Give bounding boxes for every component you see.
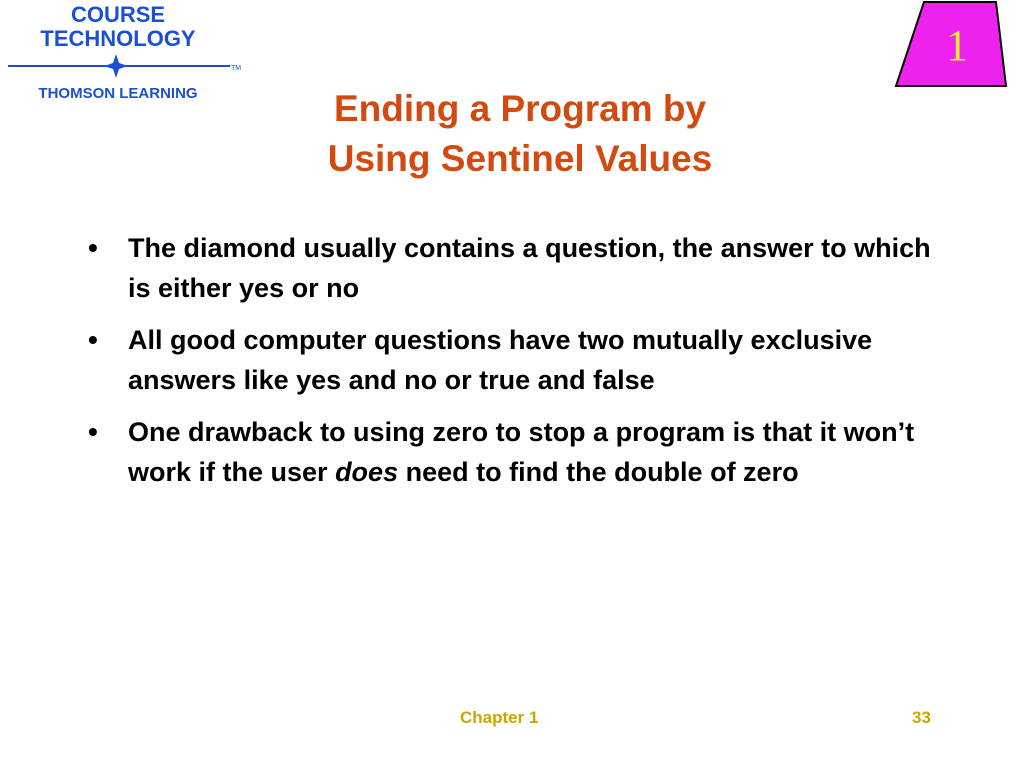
bullet-item	[86, 228, 946, 308]
title-line-1: Ending a Program by	[333, 88, 707, 129]
publisher-logo	[0, 0, 260, 110]
footer-chapter-label: Chapter 1	[460, 708, 539, 727]
bullet-text-after: need to find the double of zero	[398, 457, 799, 487]
logo-line-technology: TECHNOLOGY	[40, 26, 196, 51]
logo-graphic	[0, 0, 260, 110]
bullet-emphasis: does	[335, 457, 399, 487]
bullet-list	[86, 228, 946, 504]
bullet-marker: •	[88, 324, 98, 355]
title-line-2: Using Sentinel Values	[327, 138, 713, 179]
footer-page-number: 33	[912, 708, 931, 727]
chapter-badge	[890, 0, 1024, 90]
logo-line-course: COURSE	[70, 2, 166, 27]
star-icon	[104, 54, 128, 78]
trademark-mark: TM	[231, 65, 242, 72]
logo-line-thomson: THOMSON LEARNING	[38, 85, 198, 102]
chapter-number: 1	[946, 21, 968, 70]
bullet-text	[128, 412, 938, 492]
bullet-text: All good computer questions have two mutually exclusive answers like yes and no or true and false	[128, 325, 873, 395]
bullet-text-before: One drawback to using zero to stop a program is that it won’t work if the user	[128, 417, 915, 487]
bullet-item	[86, 320, 946, 400]
bullet-text: The diamond usually contains a question, the answer to which is either yes or no	[128, 233, 931, 303]
bullet-item	[86, 412, 946, 492]
bullet-marker: •	[88, 416, 98, 447]
bullet-marker: •	[88, 232, 98, 263]
slide-title	[240, 84, 800, 184]
